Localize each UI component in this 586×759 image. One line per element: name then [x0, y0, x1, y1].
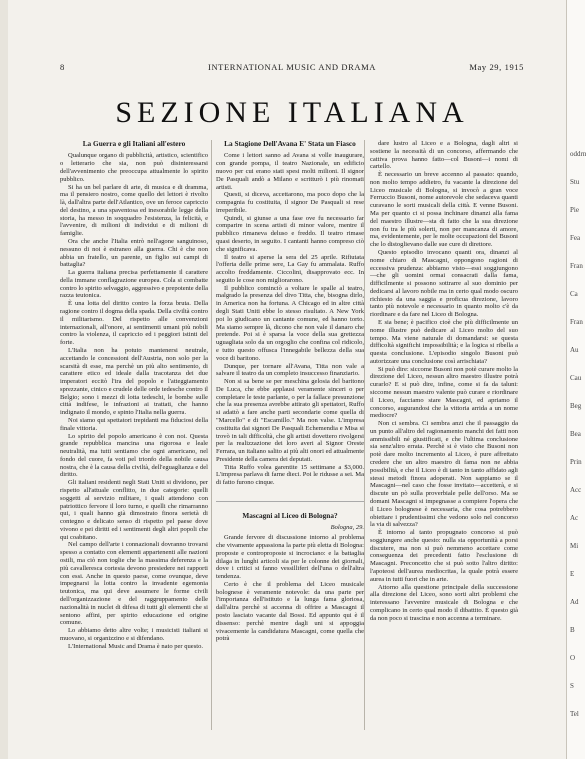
paragraph: Gli italiani residenti negli Stati Uniti si dividono, per rispetto all'attuale conflitto, in due categorie: quelli soggetti al servizio militare, i quali attendono con patriottico fervore il loro turno, e quelli che rimarranno qui, i quali hanno già dimostrato finora serietà di contegno e delicato senso di rispetto pel paese dove vivono e pei diritti ed i sentimenti degli altri popoli che qui coabitano.: [60, 479, 208, 541]
paragraph: L'Italia non ha potuto mantenersi neutrale, accettando le concessioni dell'Austria, non solo per la scarsità di esse, ma perchè un più alto sentimento, di carattere etico ed ideale dalla tracotanza dei due imperatori eccitò l'ira del popolo e l'atteggiamento sprezzante, cinico e crudele delle orde tedesche contro il Belgio; sono i mezzi di lotta tedeschi, le bombe sulle città indifese, le infrazioni ai trattati, che hanno indignato il mondo, e spinto l'Italia nella guerra.: [60, 346, 208, 417]
paragraph: Lo spirito del popolo americano è con noi. Questa grande repubblica mancina una rigorosa e leale neutralità, ma tutti sentiamo che ogni americano, nel fondo del cuore, fa voti pel trionfo della nobile causa nostra, che è la causa della civiltà, dell'eguaglianza e del diritto.: [60, 432, 208, 479]
paragraph: Si ha un bel parlare di arte, di musica e di dramma, ma il pensiero nostro, come quello dei lettori è rivolto là, dall'altra parte dell'Atlantico, ove un feroce capriccio del destino, a una spaventosa ed inesorabile legge della storia, ha messo in soqquadro l'esistenza, la felicità, e l'avvenire, di milioni di individui e di milioni di famiglie.: [60, 183, 208, 238]
paragraph: L'International Music and Drama è nato per questo.: [68, 642, 203, 650]
edge-text-fragment: Cau: [570, 374, 582, 382]
column-middle: [216, 140, 364, 730]
paragraph: Il pubblico cominciò a voltare le spalle al teatro, malgrado la presenza del divo Titta, che, bisogna dirlo, in America non ha fortuna. A Chicago ed in altre città degli Stati Uniti ebbe lo stesso risultato. A New York poi lo giudicano un cantante comune, ed hanno torto. Ma siamo sempre là, dicono che non vale il danaro che pretende. Poi si è sparsa la voce della sua grettezza uguagliata solo da un orgoglio che confina col ridicolo, e tutto questo offusca l'innegabile bellezza della sua voce di baritono.: [216, 284, 364, 362]
paragraph: Non si sa bene se per meschina gelosia del baritono De Luca, che ebbe applausi veramente sinceri o per completare le teste parlante, o per la fallace presunzione che la sua presenza avrebbe attirato gli spettatori, Ruffo si adattò a fare anche parti secondarie come quella di "Marcello" e di "Escamillo." Ma non valse. L'impresa costituita dai signori De Pasquali Echemendia e Misa si trovò in tali difficoltà, che gli artisti dovettero rivolgersi per la realizzazione dei loro averi al Signor Oreste Ferrara, un italiano salito ai più alti onori ed attualmente Presidente della camera dei deputati.: [216, 378, 364, 463]
paragraph: Nel campo dell'arte i connazionali dovranno trovarsi spesso a contatto con elementi appartenenti alle nazioni ostili, ma ciò non toglie che la massima deferenza e la più cavalleresca cortesia devono presiedere nei rapporti con essi. Anche in questo paese, come ovunque, deve impegnarsi la lotta contro la invadente egemonia teutonica, ma qui deve assumere le forme civili dell'organizzazione e del raggruppamento delle nazionalità in nuclei di difesa di tutti gli elementi che si sentono affini, per spirito educazione ed origine comune.: [60, 541, 208, 627]
column-left: [60, 140, 208, 720]
running-title: INTERNATIONAL MUSIC AND DRAMA: [208, 62, 376, 72]
edge-text-fragment: Fea: [570, 234, 581, 242]
page-header: [60, 62, 524, 76]
article-heading: La Guerra e gli Italiani all'estero: [82, 139, 186, 148]
edge-text-fragment: Tel: [570, 710, 579, 718]
article-dateline: Bologna, 29.: [330, 524, 364, 532]
edge-text-fragment: Prin: [570, 458, 582, 466]
edge-text-fragment: E: [570, 570, 575, 578]
edge-text-fragment: Mi: [570, 542, 579, 550]
issue-date: May 29, 1915: [469, 62, 524, 72]
paragraph: Qualunque organo di pubblicità, artistico, scientifico o letterario che sia, non può disinteressarsi dell'avvenimento che preoccupa attualmente lo spirito pubblico.: [60, 152, 208, 183]
edge-text-fragment: Beg: [570, 402, 582, 410]
paragraph: È necessario un breve accenno al passato: quando, non molto tempo addietro, fu vacante la direzione del Liceo musicale di Bologna, si invocò a gran voce Ferruccio Busoni, nome autorevole che sedaceva quanti curavano le sorti musicali della città. E venne Busoni. Ma per quanto ci si possa inchinare dinanzi alla fama del maestro illustre—sta di fatto che la sua direzione non fu tra le più solerti, non per mancanza di amore, ma, evidentemente, per le molte occupazioni del Busoni che lo distoglievano dalle sue cure di direttore.: [370, 171, 518, 249]
paragraph: dare lustro al Liceo e a Bologna, dagli altri si sostiene la necessità di un concorso, affermando che cattiva prova hanno fatto—col Busoni—i nomi di cartello.: [370, 140, 518, 171]
column-divider: [211, 140, 212, 730]
section-title: SEZIONE ITALIANA: [115, 96, 469, 129]
paragraph: Quindi, si giunse a una fase ove fu necessario far comparire in scena artisti di minor valore, mentre il pubblico rimaneva deluso e freddo. Il teatro rimase quasi deserto, in seguito. I cantanti hanno compreso ciò che significava.: [216, 214, 364, 253]
edge-text-fragment: Fran: [570, 318, 583, 326]
paragraph: Questi, si diceva, accettarono, ma poco dopo che la compagnia fu costituita, il signor De Pasquali si rese irreperibile.: [216, 191, 364, 214]
article-heading: La Stagione Dell'Avana E' Stata un Fiasco: [224, 139, 356, 148]
article-separator: [216, 501, 364, 502]
article-body: [60, 152, 208, 650]
article-body: [216, 534, 364, 643]
article-body: [216, 152, 364, 487]
page-number: 8: [60, 62, 65, 72]
edge-text-fragment: Acc: [570, 486, 582, 494]
edge-text-fragment: Ac: [570, 514, 579, 522]
edge-text-fragment: Stu: [570, 178, 580, 186]
edge-text-fragment: Ca: [570, 290, 578, 298]
edge-text-fragment: Au: [570, 346, 579, 354]
paragraph: Questo episodio invocano quanti ora, dinanzi al nome chiaro di Mascagni, oppongono ragioni di eccessiva prudenza: abbiamo visto—essi soggiungono—che gli uomini ormai consacrati dalla fama, difficilmente si possono sottrarre al suo dominio per dedicarsi al lavoro nobile ma in certo qual modo oscuro richiesto da una saggia e proficua direzione, lavoro tanto più notevole e necessario in quanto molto c'è da riordinare e da fare nel Liceo di Bologna.: [370, 248, 518, 319]
paragraph: Grande fervore di discussione intorno al problema che vivamente appassiona la parte più eletta di Bologna: proposte e controproposte si incrociano: e la battaglia dilaga in lunghi articoli sia per le colonne dei giornali, dove i critici si fanno vessilliferi dell'una o dell'altra tendenza.: [216, 534, 364, 581]
edge-text-fragment: S: [570, 682, 574, 690]
edge-text-fragment: B: [570, 626, 575, 634]
paragraph: Noi siamo qui spettatori trepidanti ma fiduciosi della finale vittoria.: [60, 416, 208, 432]
edge-text-fragment: Fran: [570, 262, 583, 270]
edge-text-fragment: O: [570, 654, 576, 662]
edge-text-fragment: Ad: [570, 598, 579, 606]
page-spine-shadow: [0, 0, 8, 759]
column-divider: [364, 140, 365, 730]
paragraph: Non ci sembra. Ci sembra anzi che il passaggio da un punto all'altro del ragionamento manchi dei fatti non ammissibili né giustificati, e che l'ultima conclusione sia senz'altro errata. Perchè si è visto che Busoni non potè dare molto incremento al Liceo, è pure affrettato credere che un altro maestro di fama non ne abbia possibilità, e che il Liceo è di tanto in tanto affidato agli stessi metodi finora adoperati. Non sappiamo se il Mascagni—nel caso che fosse invitato—accetterà, e si discute un pò sulla proverbiale pelle dell'orso. Ma se domani Mascagni si impegnasse a compiere l'opera che il Liceo bolognese è necessaria, che cosa potrebbero obiettare i prudentissimi che vedono solo nel concorso la via di salvezza?: [370, 420, 518, 529]
paragraph: Ora che anche l'Italia entrò nell'agone sanguinoso, nessuno di noi è estraneo alla guerra. Chi è che non abbia un fratello, un parente, un figlio sui campi di battaglia?: [60, 238, 208, 269]
paragraph: È una lotta del diritto contro la forza bruta. Della ragione contro il dogma della spada. Della civiltà contro il militarismo. Del rispetto alle convenzioni internazionali, all'onore, ai sentimenti umani più nobili contro la violenza, il capriccio ed i peggiori istinti del forte.: [60, 300, 208, 347]
paragraph: E sia bene; è pacifico cioè che più difficilmente un nome illustre può dedicare al Liceo molto del suo tempo. Ma viene naturale di domandarsi: se questa difficoltà significhi impossibilità; e la logica si ribella a questa conclusione. L'episodio singolo Busoni può autorizzare una conclusione così arrischiata?: [370, 318, 518, 365]
paragraph: La guerra italiana precisa perfettamente il carattere della immane conflagrazione europea. Cola si combatte contro lo spirito selvaggio, aggressivo e prepotente della razza teutonica.: [60, 269, 208, 300]
paragraph: Dunque, per tornare all'Avana, Titta non vale a salvare il teatro da un completo insuccesso finanziario.: [216, 362, 364, 378]
edge-text-fragment: oddrn: [570, 150, 586, 158]
paragraph: Certo è che il problema del Liceo musicale bolognese è veramente notevole: da una parte per l'importanza dell'istituto e la lunga fama gloriosa, dall'altra perchè si accenna di offrire a Mascagni il posto lasciato vacante dal Bossi. Ed appunto qui è il dissenso: perchè mentre dagli uni si appoggia vivacemente la candidatura Mascagni, come quella che potrà: [216, 580, 364, 643]
paragraph: Si può dire: siccome Busoni non potè curare molto la direzione del Liceo, nessun altro maestro illustre potrà curarlo? E si può dire, infine, come si fa da taluni: siccome nessun maestro valente può curare e riordinare il Liceo, facciamo stare Mascagni, ed apriamo il concorso, augurandosi che la vittoria arrida a un nome mediocre?: [370, 365, 518, 420]
column-right: [370, 140, 518, 730]
article-heading: Mascagni al Liceo di Bologna?: [242, 511, 338, 520]
paragraph: Attorno alla questione principale della successione alla direzione del Liceo, sono sorti altri problemi che interessano l'avvenire musicale di Bologna e che complicano in certo qual modo il dibattito. È questo già da non poco si trascina e non accenna a terminare.: [370, 583, 518, 622]
paragraph: È intorno al tanto propugnato concorso si può soggiungere anche questo: nulla sta opportunità a porsi discutere, ma non si può nemmeno accettare come conseguenza dei precedenti fatto l'esclusione di Mascagni. Preconcetto che si può sotto l'altro diritto: l'apoteosi dell'aurea mediocritas, la quale potrà essere aurea in tutti fuori che in arte.: [370, 529, 518, 583]
paragraph: Lo abbiamo detto altre volte; i musicisti italiani si muovano, si organizzino e si difendano.: [60, 627, 208, 642]
edge-text-fragment: Bea: [570, 430, 581, 438]
edge-text-fragment: Pie: [570, 206, 579, 214]
article-body: [370, 140, 518, 622]
facing-page-edge: [566, 0, 585, 759]
paragraph: Come i lettori sanno ad Avana si volle inaugurare, con grande pompa, il teatro Nazionale, un edificio nuovo per cui erano stati spesi molti milioni. Il signor De Pasquali andò a Milano e scritturò i più rinomati artisti.: [216, 152, 364, 191]
paragraph: Titta Ruffo volea garentite 15 settimane a $3,000. L'impresa parlava di farne dieci. Poi le ridusse a sei. Ma di fatto furono cinque.: [216, 463, 364, 487]
paragraph: Il teatro si aperse la sera del 25 aprile. Rifiutata l'offerta delle prime sere, La Gay fu ammalata. Ruffo accolto freddamente. Ciccolini, disapprovato ecc. In seguito le cose non migliorarono.: [216, 253, 364, 284]
